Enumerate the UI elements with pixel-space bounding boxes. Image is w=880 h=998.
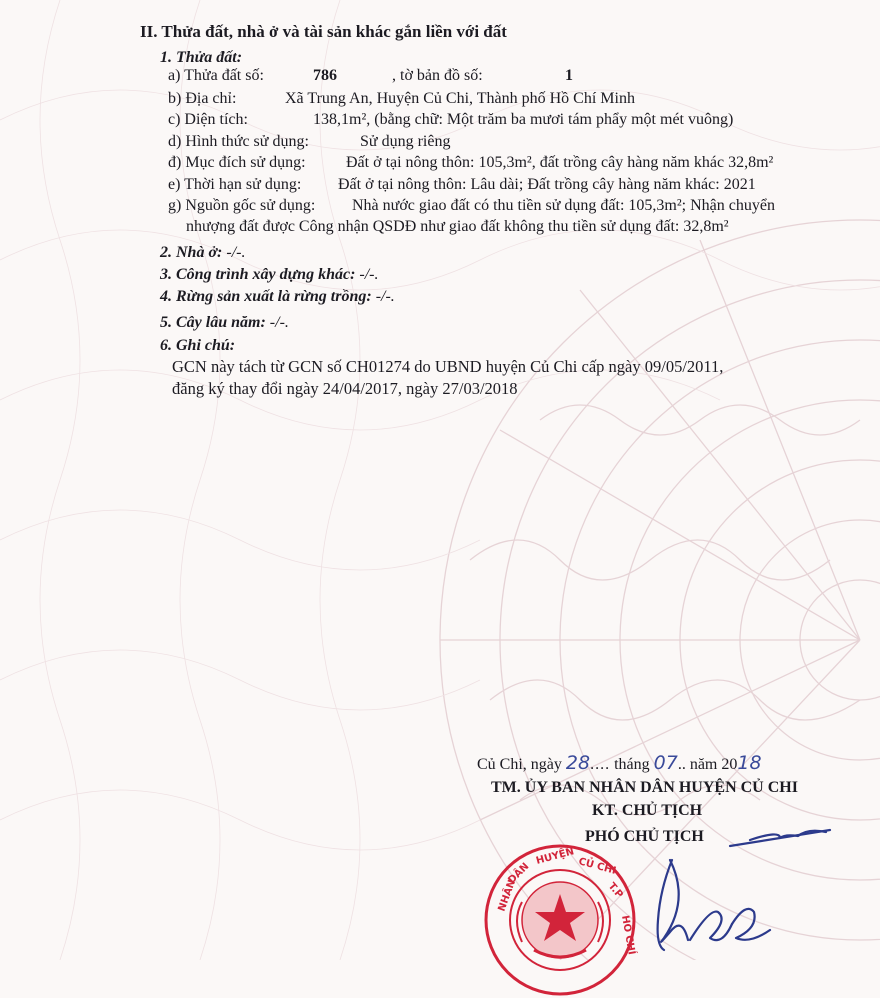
- role-vice-chairman: PHÓ CHỦ TỊCH: [585, 828, 704, 845]
- area-value: 138,1m², (bằng chữ: Một trăm ba mươi tám phẩy một mét vuông): [313, 111, 734, 128]
- date-year-label: năm 20: [689, 756, 738, 773]
- address-label: b) Địa chỉ:: [168, 90, 237, 107]
- usage-purpose-label: đ) Mục đích sử dụng:: [168, 154, 306, 171]
- construction-row: [160, 265, 379, 285]
- date-place: Củ Chi, ngày: [477, 756, 562, 773]
- svg-text:DÂN: DÂN: [506, 861, 532, 887]
- date-month-label: tháng: [614, 756, 650, 773]
- notes-heading: 6. Ghi chú:: [160, 337, 236, 354]
- usage-term-label: e) Thời hạn sử dụng:: [168, 176, 302, 193]
- role-kt-chairman: KT. CHỦ TỊCH: [592, 802, 703, 819]
- land-heading: 1. Thửa đất:: [160, 49, 243, 66]
- house-heading: 2. Nhà ở:: [160, 244, 223, 261]
- signature-icon: [630, 820, 880, 960]
- svg-text:HUYỆN: HUYỆN: [534, 846, 576, 867]
- construction-heading: 3. Công trình xây dựng khác:: [160, 266, 356, 283]
- svg-text:NHÂN: NHÂN: [496, 878, 519, 914]
- svg-text:T.P: T.P: [605, 880, 625, 901]
- usage-purpose-value: Đất ở tại nông thôn: 105,3m², đất trồng cây hàng năm khác 32,8m²: [346, 154, 774, 171]
- date-month: 07: [653, 752, 678, 774]
- date-year: 18: [737, 752, 762, 774]
- land-number-label: a) Thửa đất số:: [168, 67, 264, 84]
- date-line: Củ Chi, ngày 28.... tháng 07.. năm 2018: [477, 752, 762, 774]
- forest-row: [160, 287, 395, 307]
- trees-heading: 5. Cây lâu năm:: [160, 314, 266, 331]
- origin-value-line-1: Nhà nước giao đất có thu tiền sử dụng đất: 105,3m²; Nhận chuyển: [352, 197, 775, 214]
- forest-heading: 4. Rừng sản xuất là rừng trồng:: [160, 288, 372, 305]
- address-value: Xã Trung An, Huyện Củ Chi, Thành phố Hồ Chí Minh: [285, 90, 635, 107]
- official-seal-icon: [482, 842, 638, 998]
- map-sheet-label: , tờ bản đồ số:: [392, 67, 483, 84]
- area-label: c) Diện tích:: [168, 111, 248, 128]
- origin-label: g) Nguồn gốc sử dụng:: [168, 197, 316, 214]
- usage-form-value: Sử dụng riêng: [360, 133, 451, 150]
- house-row: [160, 243, 245, 263]
- usage-term-value: Đất ở tại nông thôn: Lâu dài; Đất trồng cây hàng năm khác: 2021: [338, 176, 756, 193]
- forest-value: -/-.: [375, 288, 395, 305]
- notes-line-1: GCN này tách từ GCN số CH01274 do UBND huyện Củ Chi cấp ngày 09/05/2011,: [172, 357, 724, 376]
- svg-text:CỦ CHI: CỦ CHI: [577, 856, 618, 877]
- usage-form-label: d) Hình thức sử dụng:: [168, 133, 309, 150]
- origin-value-line-2: nhượng đất được Công nhận QSDĐ như giao đất không thu tiền sử dụng đất: 32,8m²: [186, 218, 729, 235]
- trees-row: [160, 313, 289, 333]
- svg-text:HỒ CHÍ: HỒ CHÍ: [619, 914, 637, 956]
- construction-value: -/-.: [359, 266, 379, 283]
- map-sheet-value: 1: [565, 67, 573, 84]
- land-number-value: 786: [313, 67, 337, 84]
- house-value: -/-.: [226, 244, 246, 261]
- section-title: II. Thửa đất, nhà ở và tài sản khác gắn liền với đất: [140, 22, 507, 41]
- date-day: 28: [565, 752, 591, 774]
- org-name: TM. ỦY BAN NHÂN DÂN HUYỆN CỦ CHI: [491, 779, 798, 796]
- notes-line-2: đăng ký thay đổi ngày 24/04/2017, ngày 27/03/2018: [172, 379, 518, 398]
- trees-value: -/-.: [269, 314, 289, 331]
